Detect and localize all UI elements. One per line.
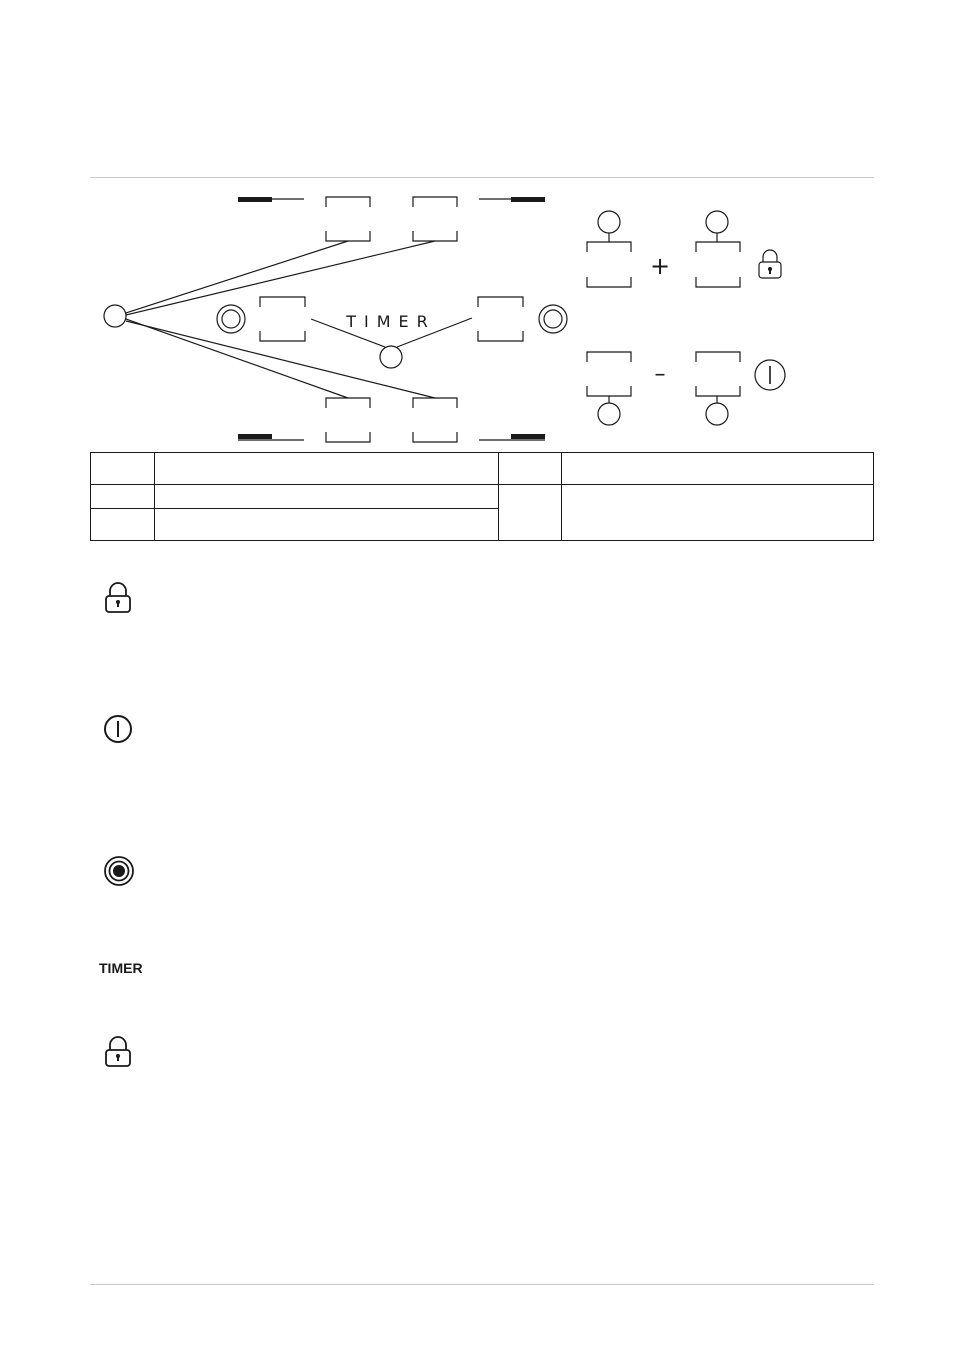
control-panel-diagram (0, 0, 964, 450)
legend-table (90, 452, 874, 541)
table-cell (91, 509, 155, 541)
display-bottom-1 (326, 398, 370, 442)
callout-circle-plus-right (706, 211, 728, 233)
callout-circle-timer (380, 346, 402, 368)
zone-indicator-bottom-right (479, 434, 545, 440)
display-top-2 (413, 197, 457, 241)
plus-symbol: + (649, 252, 671, 280)
power-icon[interactable] (755, 360, 785, 390)
lock-icon (100, 580, 136, 616)
table-cell (499, 485, 562, 541)
lock-icon[interactable] (759, 250, 781, 278)
table-cell (91, 485, 155, 509)
lock-icon (100, 1034, 136, 1070)
minus-symbol: – (654, 362, 666, 387)
zone-select-button-right[interactable] (539, 305, 567, 333)
table-cell (562, 485, 874, 541)
timer-display-left (260, 297, 305, 341)
plus-key-left[interactable] (587, 242, 631, 287)
minus-key-right[interactable] (696, 352, 740, 396)
table-cell (155, 453, 499, 485)
callout-circle-zones (104, 305, 126, 327)
display-top-1 (326, 197, 370, 241)
table-cell (155, 485, 499, 509)
minus-key-left[interactable] (587, 352, 631, 396)
zone-select-button-left[interactable] (217, 305, 245, 333)
zone-indicator-bottom-left (238, 434, 304, 440)
display-bottom-2 (413, 398, 457, 442)
plus-key-right[interactable] (696, 242, 740, 287)
callout-circle-minus-left (598, 403, 620, 425)
table-row (91, 453, 874, 485)
table-row (91, 485, 874, 509)
table-cell (155, 509, 499, 541)
timer-label-diagram: TIMER (346, 312, 436, 331)
timer-display-right (478, 297, 523, 341)
timer-legend-label: TIMER (99, 960, 143, 976)
callout-circle-plus-left (598, 211, 620, 233)
callout-circle-minus-right (706, 403, 728, 425)
table-cell (562, 453, 874, 485)
zone-indicator-top-right (479, 197, 545, 202)
zone-indicator-top-left (238, 197, 304, 202)
bottom-rule (90, 1284, 874, 1285)
table-cell (499, 453, 562, 485)
table-cell (91, 453, 155, 485)
zone-select-icon (100, 853, 138, 891)
power-icon (100, 712, 136, 748)
